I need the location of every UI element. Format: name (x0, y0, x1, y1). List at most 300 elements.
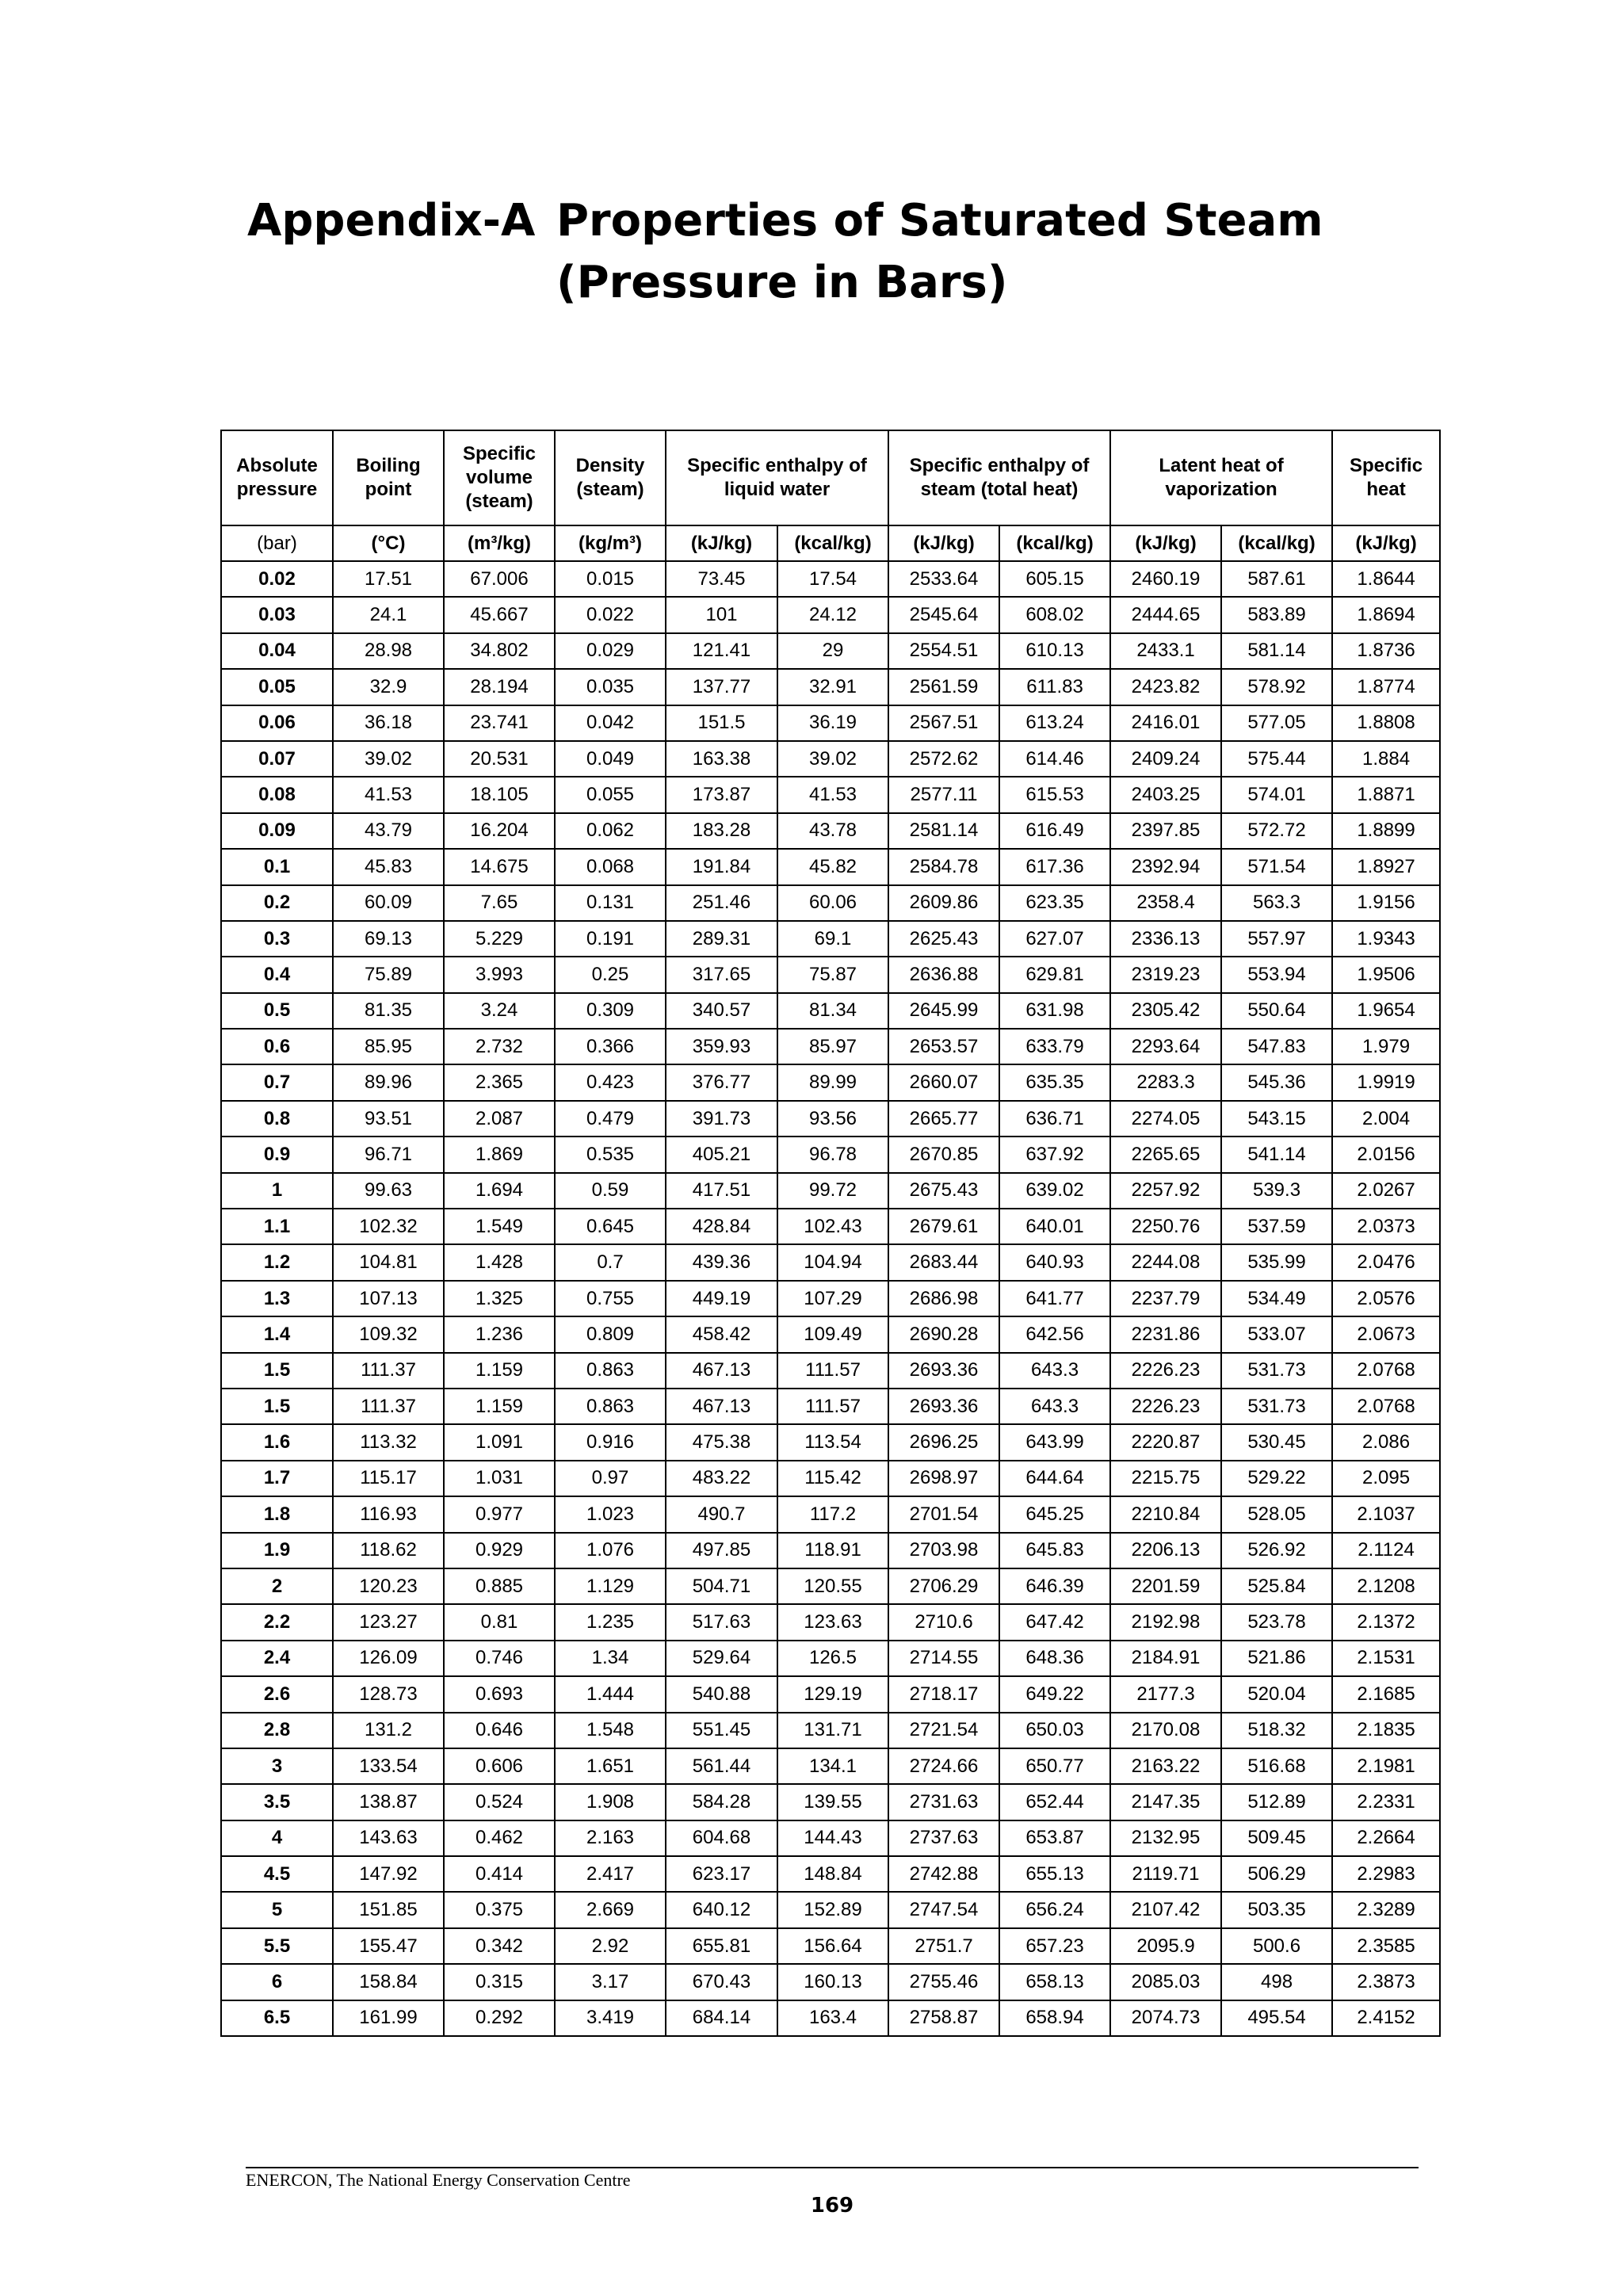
table-cell: 2305.42 (1110, 993, 1221, 1029)
table-cell: 557.97 (1221, 921, 1332, 957)
table-row (221, 705, 1440, 741)
table-cell: 417.51 (666, 1173, 777, 1209)
table-cell: 1.9156 (1332, 885, 1440, 921)
unit-header: (kcal/kg) (1221, 525, 1332, 561)
table-cell: 117.2 (777, 1496, 888, 1532)
table-cell: 16.204 (444, 813, 555, 849)
table-cell: 251.46 (666, 885, 777, 921)
table-cell: 2755.46 (888, 1964, 999, 2000)
table-cell: 550.64 (1221, 993, 1332, 1029)
table-cell: 1.8644 (1332, 561, 1440, 597)
table-cell: 359.93 (666, 1029, 777, 1064)
table-cell: 584.28 (666, 1784, 777, 1820)
table-cell: 45.667 (444, 597, 555, 632)
table-cell: 2293.64 (1110, 1029, 1221, 1064)
table-cell: 17.54 (777, 561, 888, 597)
table-cell: 7.65 (444, 885, 555, 921)
unit-header: (°C) (333, 525, 444, 561)
table-cell: 1.159 (444, 1353, 555, 1389)
table-cell: 563.3 (1221, 885, 1332, 921)
table-cell: 183.28 (666, 813, 777, 849)
table-cell: 658.13 (999, 1964, 1110, 2000)
table-cell: 1.031 (444, 1461, 555, 1496)
table-cell: 0.977 (444, 1496, 555, 1532)
table-cell: 17.51 (333, 561, 444, 597)
steam-properties-table (220, 430, 1441, 2037)
table-cell: 118.62 (333, 1533, 444, 1568)
table-cell: 0.423 (555, 1064, 666, 1100)
table-cell: 0.693 (444, 1676, 555, 1712)
table-cell: 0.7 (555, 1244, 666, 1280)
table-cell: 1.651 (555, 1748, 666, 1784)
table-row (221, 885, 1440, 921)
pressure-cell: 2.4 (221, 1641, 333, 1676)
table-cell: 553.94 (1221, 957, 1332, 992)
table-cell: 640.93 (999, 1244, 1110, 1280)
table-cell: 2.92 (555, 1928, 666, 1964)
table-cell: 2.1037 (1332, 1496, 1440, 1532)
table-row (221, 1281, 1440, 1316)
table-cell: 405.21 (666, 1137, 777, 1172)
table-cell: 640.12 (666, 1892, 777, 1927)
table-cell: 658.94 (999, 2000, 1110, 2036)
table-cell: 0.97 (555, 1461, 666, 1496)
table-cell: 529.22 (1221, 1461, 1332, 1496)
table-cell: 93.51 (333, 1101, 444, 1137)
table-cell: 147.92 (333, 1856, 444, 1892)
table-cell: 41.53 (333, 777, 444, 812)
table-cell: 126.09 (333, 1641, 444, 1676)
table-cell: 0.916 (555, 1424, 666, 1460)
table-cell: 2.1685 (1332, 1676, 1440, 1712)
table-cell: 2.365 (444, 1064, 555, 1100)
table-cell: 2.163 (555, 1820, 666, 1856)
table-cell: 2.087 (444, 1101, 555, 1137)
table-cell: 2.0156 (1332, 1137, 1440, 1172)
table-cell: 635.35 (999, 1064, 1110, 1100)
table-cell: 0.755 (555, 1281, 666, 1316)
table-cell: 0.646 (444, 1713, 555, 1748)
page-title: Properties of Saturated Steam (556, 195, 1323, 246)
table-cell: 2.0373 (1332, 1209, 1440, 1244)
table-cell: 2718.17 (888, 1676, 999, 1712)
table-cell: 512.89 (1221, 1784, 1332, 1820)
table-row (221, 1533, 1440, 1568)
table-cell: 528.05 (1221, 1496, 1332, 1532)
table-cell: 160.13 (777, 1964, 888, 2000)
table-cell: 2584.78 (888, 849, 999, 884)
table-cell: 43.78 (777, 813, 888, 849)
table-cell: 1.694 (444, 1173, 555, 1209)
table-cell: 102.43 (777, 1209, 888, 1244)
table-cell: 45.83 (333, 849, 444, 884)
table-cell: 89.99 (777, 1064, 888, 1100)
table-cell: 615.53 (999, 777, 1110, 812)
table-cell: 650.77 (999, 1748, 1110, 1784)
table-cell: 531.73 (1221, 1389, 1332, 1424)
table-cell: 0.042 (555, 705, 666, 741)
table-cell: 28.98 (333, 633, 444, 669)
table-cell: 1.9654 (1332, 993, 1440, 1029)
table-cell: 32.9 (333, 669, 444, 705)
table-cell: 656.24 (999, 1892, 1110, 1927)
table-cell: 2690.28 (888, 1316, 999, 1352)
table-cell: 120.55 (777, 1568, 888, 1604)
table-body (221, 561, 1440, 2036)
table-cell: 2675.43 (888, 1173, 999, 1209)
table-cell: 0.606 (444, 1748, 555, 1784)
pressure-cell: 1.1 (221, 1209, 333, 1244)
table-cell: 2257.92 (1110, 1173, 1221, 1209)
table-cell: 533.07 (1221, 1316, 1332, 1352)
table-cell: 2706.29 (888, 1568, 999, 1604)
table-cell: 0.25 (555, 957, 666, 992)
table-header-row (221, 430, 1440, 525)
table-cell: 151.85 (333, 1892, 444, 1927)
table-cell: 0.746 (444, 1641, 555, 1676)
unit-header: (kJ/kg) (1332, 525, 1440, 561)
table-cell: 578.92 (1221, 669, 1332, 705)
table-cell: 2.004 (1332, 1101, 1440, 1137)
table-row (221, 849, 1440, 884)
table-cell: 60.09 (333, 885, 444, 921)
table-cell: 99.72 (777, 1173, 888, 1209)
table-cell: 2.0768 (1332, 1353, 1440, 1389)
table-cell: 497.85 (666, 1533, 777, 1568)
table-row (221, 921, 1440, 957)
table-cell: 20.531 (444, 741, 555, 777)
table-cell: 650.03 (999, 1713, 1110, 1748)
table-cell: 2163.22 (1110, 1748, 1221, 1784)
table-cell: 2210.84 (1110, 1496, 1221, 1532)
table-cell: 317.65 (666, 957, 777, 992)
table-cell: 2220.87 (1110, 1424, 1221, 1460)
table-row (221, 1461, 1440, 1496)
table-row (221, 1676, 1440, 1712)
table-cell: 2.2664 (1332, 1820, 1440, 1856)
table-cell: 0.863 (555, 1353, 666, 1389)
table-cell: 2.732 (444, 1029, 555, 1064)
table-cell: 85.95 (333, 1029, 444, 1064)
table-cell: 2.3289 (1332, 1892, 1440, 1927)
table-cell: 587.61 (1221, 561, 1332, 597)
table-cell: 2554.51 (888, 633, 999, 669)
table-cell: 39.02 (777, 741, 888, 777)
table-cell: 39.02 (333, 741, 444, 777)
table-cell: 29 (777, 633, 888, 669)
table-cell: 547.83 (1221, 1029, 1332, 1064)
table-cell: 2409.24 (1110, 741, 1221, 777)
table-cell: 525.84 (1221, 1568, 1332, 1604)
table-cell: 151.5 (666, 705, 777, 741)
pressure-cell: 2.2 (221, 1604, 333, 1640)
table-cell: 0.062 (555, 813, 666, 849)
table-cell: 129.19 (777, 1676, 888, 1712)
pressure-cell: 0.9 (221, 1137, 333, 1172)
table-cell: 2698.97 (888, 1461, 999, 1496)
table-cell: 89.96 (333, 1064, 444, 1100)
footer-organization: ENERCON, The National Energy Conservation Centre (246, 2170, 631, 2190)
table-cell: 2416.01 (1110, 705, 1221, 741)
table-cell: 0.929 (444, 1533, 555, 1568)
table-cell: 0.191 (555, 921, 666, 957)
pressure-cell: 6 (221, 1964, 333, 2000)
table-row (221, 993, 1440, 1029)
table-cell: 137.77 (666, 669, 777, 705)
pressure-cell: 2.6 (221, 1676, 333, 1712)
table-cell: 23.741 (444, 705, 555, 741)
table-cell: 561.44 (666, 1748, 777, 1784)
table-cell: 99.63 (333, 1173, 444, 1209)
unit-header: (kJ/kg) (888, 525, 999, 561)
column-header: Specific volume (steam) (444, 430, 555, 525)
table-cell: 1.869 (444, 1137, 555, 1172)
table-cell: 2714.55 (888, 1641, 999, 1676)
pressure-cell: 0.3 (221, 921, 333, 957)
table-cell: 96.78 (777, 1137, 888, 1172)
table-cell: 104.81 (333, 1244, 444, 1280)
table-cell: 376.77 (666, 1064, 777, 1100)
table-cell: 645.83 (999, 1533, 1110, 1568)
table-cell: 1.236 (444, 1316, 555, 1352)
table-cell: 2.0673 (1332, 1316, 1440, 1352)
table-row (221, 597, 1440, 632)
table-cell: 637.92 (999, 1137, 1110, 1172)
table-cell: 2703.98 (888, 1533, 999, 1568)
table-cell: 458.42 (666, 1316, 777, 1352)
page-heading (247, 190, 1323, 314)
pressure-cell: 0.03 (221, 597, 333, 632)
pressure-cell: 1.7 (221, 1461, 333, 1496)
table-cell: 1.076 (555, 1533, 666, 1568)
table-cell: 118.91 (777, 1533, 888, 1568)
table-cell: 2.1981 (1332, 1748, 1440, 1784)
table-cell: 534.49 (1221, 1281, 1332, 1316)
pressure-cell: 0.07 (221, 741, 333, 777)
table-cell: 531.73 (1221, 1353, 1332, 1389)
unit-header: (kcal/kg) (999, 525, 1110, 561)
table-cell: 0.366 (555, 1029, 666, 1064)
table-cell: 2.2983 (1332, 1856, 1440, 1892)
table-cell: 643.3 (999, 1389, 1110, 1424)
pressure-cell: 0.05 (221, 669, 333, 705)
table-cell: 0.055 (555, 777, 666, 812)
table-cell: 498 (1221, 1964, 1332, 2000)
table-cell: 138.87 (333, 1784, 444, 1820)
pressure-cell: 0.6 (221, 1029, 333, 1064)
table-cell: 2742.88 (888, 1856, 999, 1892)
table-cell: 617.36 (999, 849, 1110, 884)
table-cell: 2696.25 (888, 1424, 999, 1460)
table-cell: 36.18 (333, 705, 444, 741)
table-cell: 0.292 (444, 2000, 555, 2036)
table-cell: 2577.11 (888, 777, 999, 812)
table-cell: 2192.98 (1110, 1604, 1221, 1640)
table-cell: 5.229 (444, 921, 555, 957)
table-cell: 520.04 (1221, 1676, 1332, 1712)
table-cell: 107.13 (333, 1281, 444, 1316)
table-row (221, 1064, 1440, 1100)
table-cell: 539.3 (1221, 1173, 1332, 1209)
table-cell: 128.73 (333, 1676, 444, 1712)
table-cell: 2747.54 (888, 1892, 999, 1927)
table-cell: 60.06 (777, 885, 888, 921)
pressure-cell: 6.5 (221, 2000, 333, 2036)
table-cell: 517.63 (666, 1604, 777, 1640)
footer-divider (246, 2167, 1419, 2168)
table-cell: 2710.6 (888, 1604, 999, 1640)
pressure-cell: 0.04 (221, 633, 333, 669)
pressure-cell: 2 (221, 1568, 333, 1604)
table-cell: 109.32 (333, 1316, 444, 1352)
table-cell: 111.57 (777, 1389, 888, 1424)
table-cell: 0.809 (555, 1316, 666, 1352)
table-cell: 1.428 (444, 1244, 555, 1280)
table-cell: 2074.73 (1110, 2000, 1221, 2036)
table-cell: 583.89 (1221, 597, 1332, 632)
pressure-cell: 0.08 (221, 777, 333, 812)
table-row (221, 1316, 1440, 1352)
table-cell: 647.42 (999, 1604, 1110, 1640)
table-cell: 1.549 (444, 1209, 555, 1244)
table-cell: 1.325 (444, 1281, 555, 1316)
table-cell: 69.13 (333, 921, 444, 957)
table-row (221, 1029, 1440, 1064)
table-cell: 2085.03 (1110, 1964, 1221, 2000)
table-cell: 123.63 (777, 1604, 888, 1640)
table-cell: 2.1124 (1332, 1533, 1440, 1568)
pressure-cell: 0.02 (221, 561, 333, 597)
table-cell: 45.82 (777, 849, 888, 884)
table-row (221, 1856, 1440, 1892)
table-cell: 581.14 (1221, 633, 1332, 669)
table-cell: 449.19 (666, 1281, 777, 1316)
table-cell: 2433.1 (1110, 633, 1221, 669)
table-cell: 163.4 (777, 2000, 888, 2036)
table-cell: 75.87 (777, 957, 888, 992)
table-row (221, 1101, 1440, 1137)
table-cell: 2545.64 (888, 597, 999, 632)
table-cell: 143.63 (333, 1820, 444, 1856)
table-cell: 0.068 (555, 849, 666, 884)
table-row (221, 1424, 1440, 1460)
table-cell: 2609.86 (888, 885, 999, 921)
table-cell: 610.13 (999, 633, 1110, 669)
pressure-cell: 1.2 (221, 1244, 333, 1280)
table-cell: 3.993 (444, 957, 555, 992)
table-cell: 0.81 (444, 1604, 555, 1640)
table-cell: 2751.7 (888, 1928, 999, 1964)
table-cell: 2231.86 (1110, 1316, 1221, 1352)
table-cell: 652.44 (999, 1784, 1110, 1820)
pressure-cell: 1.3 (221, 1281, 333, 1316)
table-cell: 0.645 (555, 1209, 666, 1244)
table-cell: 113.54 (777, 1424, 888, 1460)
table-row (221, 777, 1440, 812)
table-row (221, 1784, 1440, 1820)
table-row (221, 1820, 1440, 1856)
table-cell: 649.22 (999, 1676, 1110, 1712)
table-cell: 191.84 (666, 849, 777, 884)
table-cell: 111.37 (333, 1353, 444, 1389)
table-cell: 139.55 (777, 1784, 888, 1820)
table-cell: 623.35 (999, 885, 1110, 921)
table-cell: 657.23 (999, 1928, 1110, 1964)
pressure-cell: 3 (221, 1748, 333, 1784)
table-cell: 36.19 (777, 705, 888, 741)
table-cell: 2581.14 (888, 813, 999, 849)
table-cell: 516.68 (1221, 1748, 1332, 1784)
table-cell: 0.342 (444, 1928, 555, 1964)
pressure-cell: 0.4 (221, 957, 333, 992)
table-cell: 18.105 (444, 777, 555, 812)
table-cell: 684.14 (666, 2000, 777, 2036)
pressure-cell: 0.06 (221, 705, 333, 741)
table-cell: 0.049 (555, 741, 666, 777)
table-row (221, 741, 1440, 777)
table-cell: 2250.76 (1110, 1209, 1221, 1244)
table-cell: 2403.25 (1110, 777, 1221, 812)
table-cell: 2095.9 (1110, 1928, 1221, 1964)
table-cell: 163.38 (666, 741, 777, 777)
table-cell: 523.78 (1221, 1604, 1332, 1640)
table-cell: 1.8774 (1332, 669, 1440, 705)
table-cell: 340.57 (666, 993, 777, 1029)
table-cell: 655.81 (666, 1928, 777, 1964)
table-cell: 0.885 (444, 1568, 555, 1604)
table-cell: 428.84 (666, 1209, 777, 1244)
table-cell: 161.99 (333, 2000, 444, 2036)
table-row (221, 1892, 1440, 1927)
column-header: Specific enthalpy of steam (total heat) (888, 430, 1110, 525)
table-cell: 0.029 (555, 633, 666, 669)
column-header: Specific heat (1332, 430, 1440, 525)
table-cell: 1.979 (1332, 1029, 1440, 1064)
table-cell: 2283.3 (1110, 1064, 1221, 1100)
table-cell: 551.45 (666, 1713, 777, 1748)
column-header: Latent heat of vaporization (1110, 430, 1332, 525)
table-cell: 2737.63 (888, 1820, 999, 1856)
table-cell: 1.8927 (1332, 849, 1440, 884)
table-cell: 642.56 (999, 1316, 1110, 1352)
table-cell: 2686.98 (888, 1281, 999, 1316)
table-cell: 93.56 (777, 1101, 888, 1137)
table-cell: 2.3873 (1332, 1964, 1440, 2000)
table-cell: 1.8694 (1332, 597, 1440, 632)
table-cell: 2.3585 (1332, 1928, 1440, 1964)
table-cell: 2.0576 (1332, 1281, 1440, 1316)
table-cell: 2653.57 (888, 1029, 999, 1064)
table-cell: 111.57 (777, 1353, 888, 1389)
table-cell: 629.81 (999, 957, 1110, 992)
table-cell: 2460.19 (1110, 561, 1221, 597)
table-cell: 0.59 (555, 1173, 666, 1209)
table-cell: 2147.35 (1110, 1784, 1221, 1820)
table-cell: 2.2331 (1332, 1784, 1440, 1820)
table-cell: 644.64 (999, 1461, 1110, 1496)
unit-header: (kJ/kg) (1110, 525, 1221, 561)
table-cell: 111.37 (333, 1389, 444, 1424)
table-cell: 126.5 (777, 1641, 888, 1676)
table-cell: 0.315 (444, 1964, 555, 2000)
pressure-cell: 1.4 (221, 1316, 333, 1352)
table-row (221, 1209, 1440, 1244)
table-cell: 2444.65 (1110, 597, 1221, 632)
table-cell: 69.1 (777, 921, 888, 957)
table-cell: 2670.85 (888, 1137, 999, 1172)
table-cell: 2119.71 (1110, 1856, 1221, 1892)
table-cell: 2107.42 (1110, 1892, 1221, 1927)
